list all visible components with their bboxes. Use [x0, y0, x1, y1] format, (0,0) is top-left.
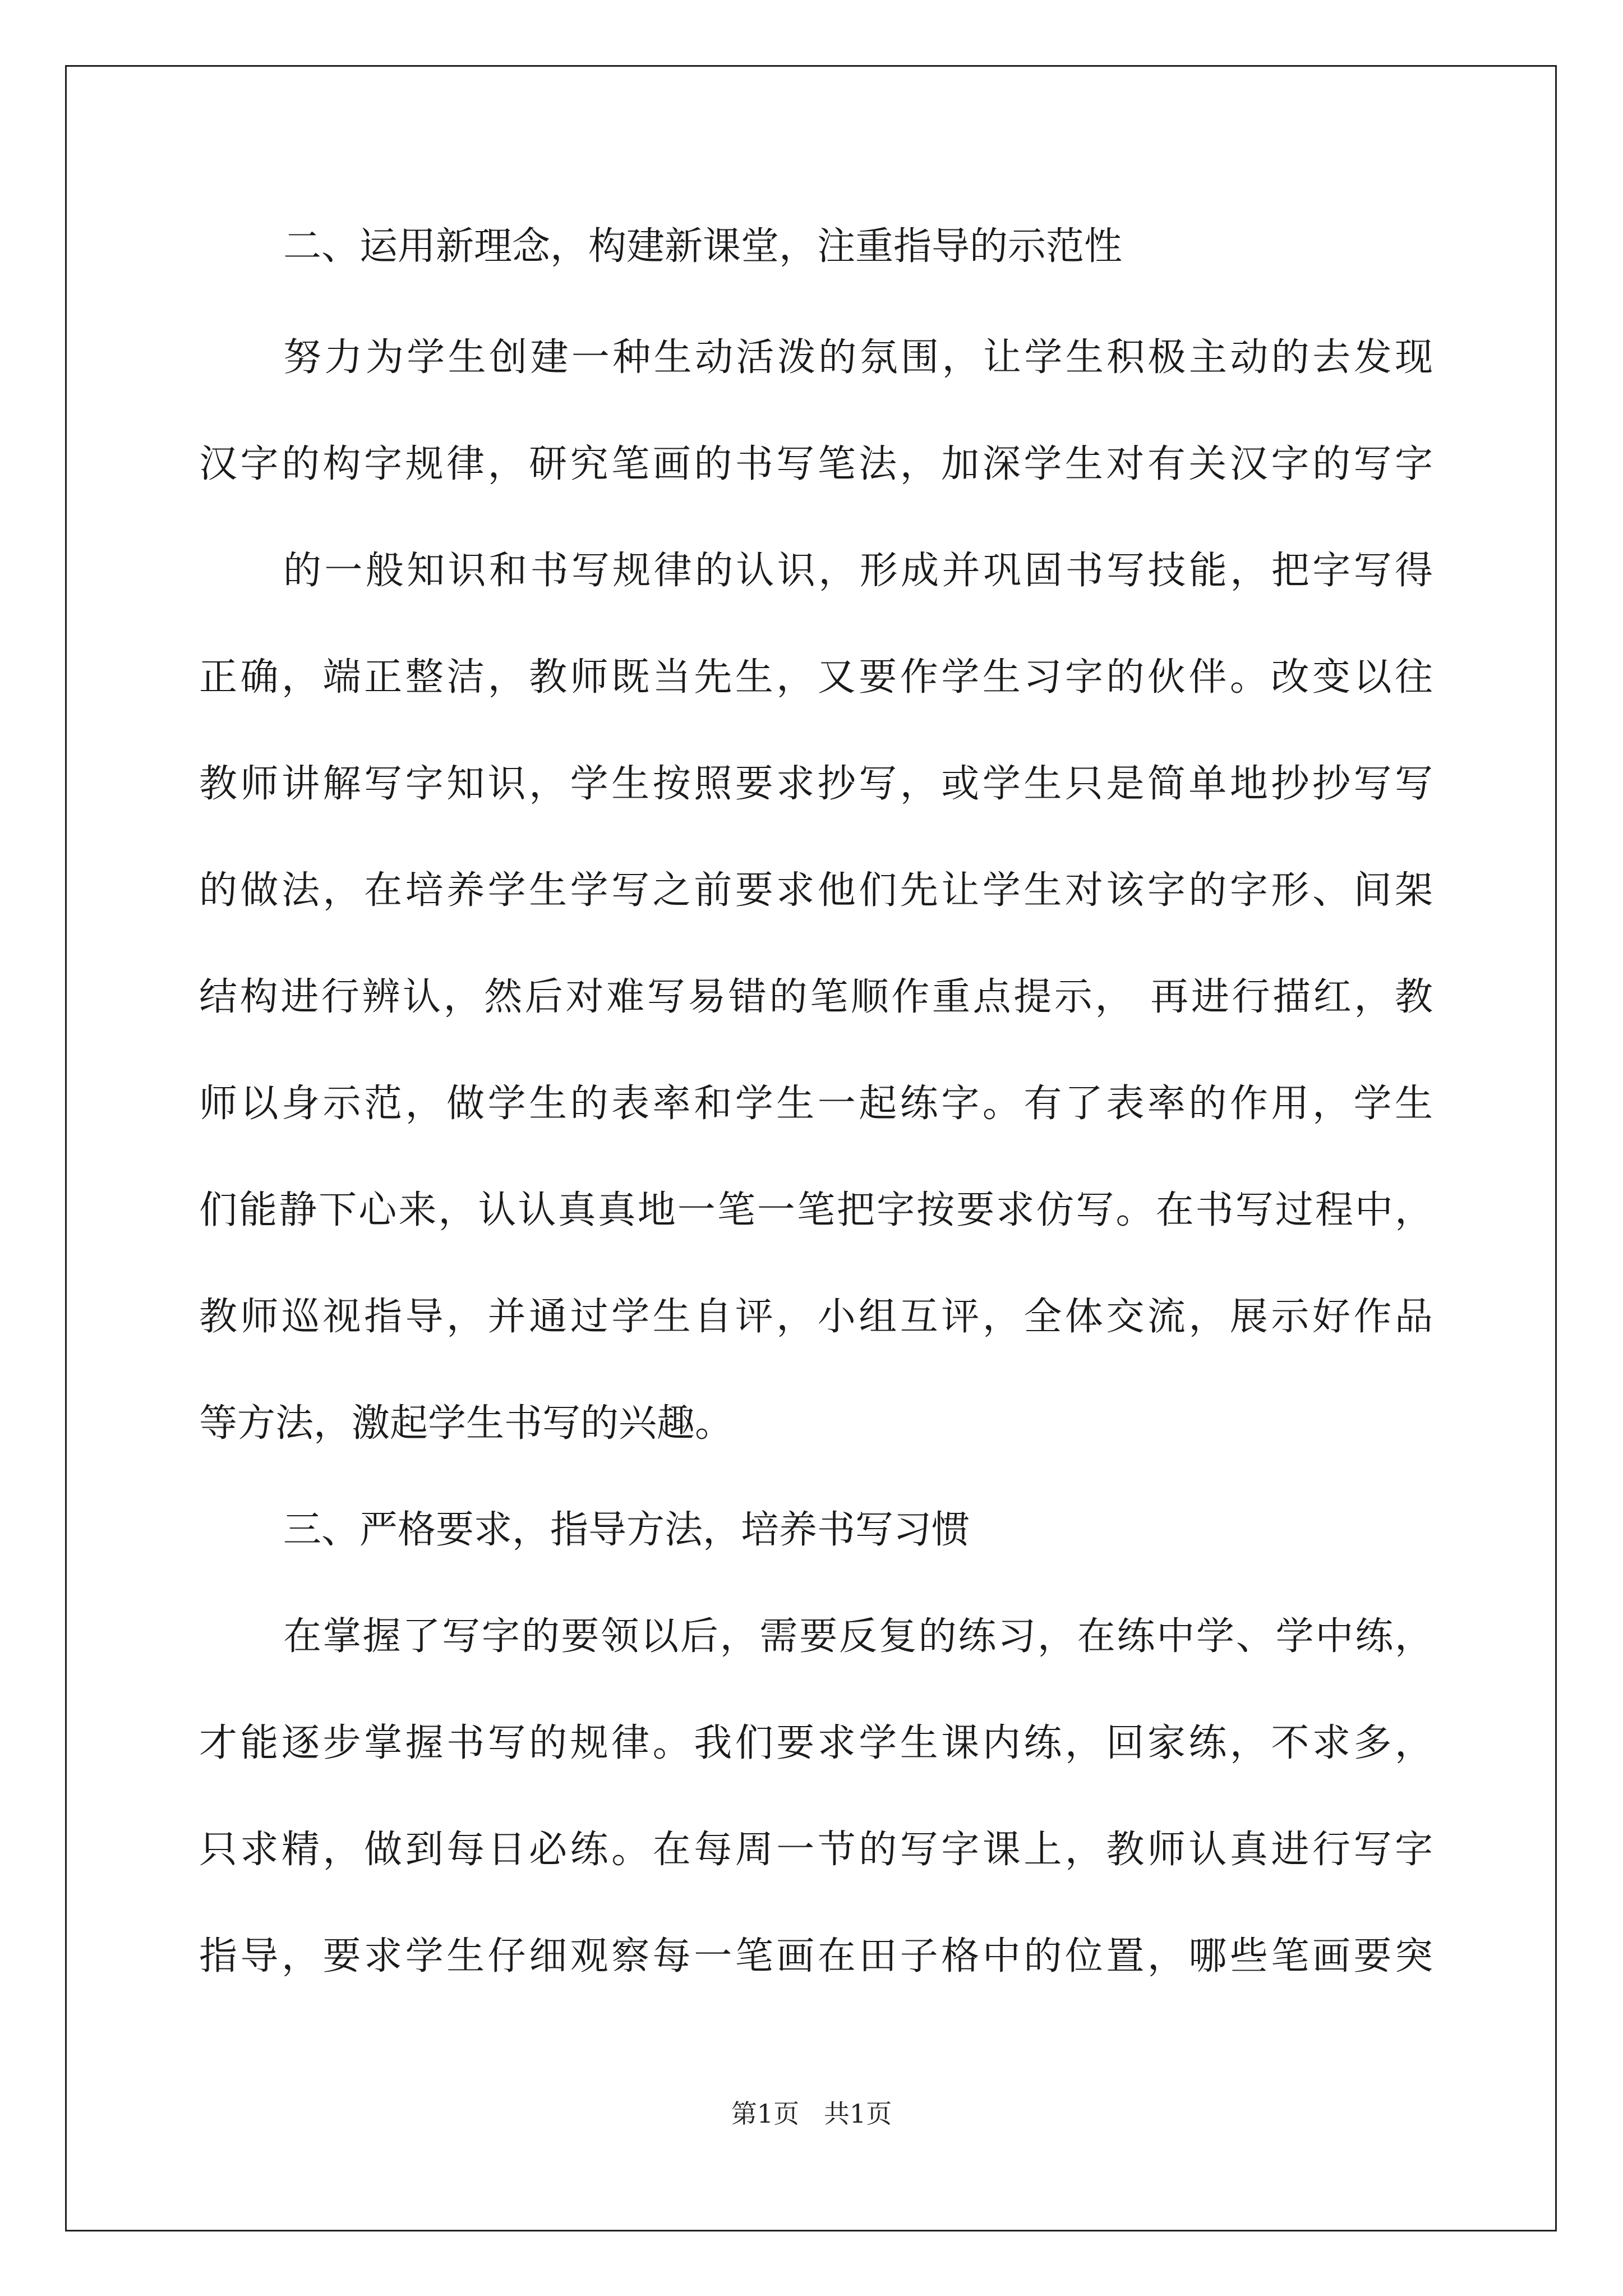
paragraph-line: 汉字的构字规律，研究笔画的书写笔法，加深学生对有关汉字的写字	[199, 442, 1433, 486]
paragraph-line: 教师讲解写字知识，学生按照要求抄写，或学生只是简单地抄抄写写	[199, 762, 1433, 806]
paragraph-line: 正确，端正整洁，教师既当先生，又要作学生习字的伙伴。改变以往	[199, 655, 1433, 700]
page-border	[65, 65, 1557, 2231]
paragraph-line: 只求精，做到每日必练。在每周一节的写字课上，教师认真进行写字	[199, 1828, 1433, 1872]
section-heading-2: 二、运用新理念，构建新课堂，注重指导的示范性	[283, 224, 1123, 269]
paragraph-line: 教师巡视指导，并通过学生自评，小组互评，全体交流，展示好作品	[199, 1295, 1433, 1339]
paragraph-line: 指导，要求学生仔细观察每一笔画在田子格中的位置，哪些笔画要突	[199, 1934, 1433, 1978]
paragraph-line: 的做法，在培养学生学写之前要求他们先让学生对该字的字形、间架	[199, 868, 1433, 913]
paragraph-line: 在掌握了写字的要领以后，需要反复的练习，在练中学、学中练，	[283, 1614, 1433, 1659]
paragraph-line: 才能逐步掌握书写的规律。我们要求学生课内练，回家练，不求多，	[199, 1721, 1433, 1765]
paragraph-line: 师以身示范，做学生的表率和学生一起练字。有了表率的作用，学生	[199, 1082, 1433, 1126]
page-number-footer: 第1页 共1页	[731, 2099, 892, 2129]
section-heading-3: 三、严格要求，指导方法，培养书写习惯	[283, 1508, 970, 1552]
paragraph-line: 的一般知识和书写规律的认识，形成并巩固书写技能，把字写得	[283, 549, 1433, 593]
paragraph-line: 们能静下心来，认认真真地一笔一笔把字按要求仿写。在书写过程中，	[199, 1188, 1433, 1232]
paragraph-line: 努力为学生创建一种生动活泼的氛围，让学生积极主动的去发现	[283, 335, 1433, 380]
paragraph-line: 等方法，激起学生书写的兴趣。	[199, 1401, 734, 1446]
paragraph-line: 结构进行辨认，然后对难写易错的笔顺作重点提示， 再进行描红，教	[199, 975, 1433, 1019]
